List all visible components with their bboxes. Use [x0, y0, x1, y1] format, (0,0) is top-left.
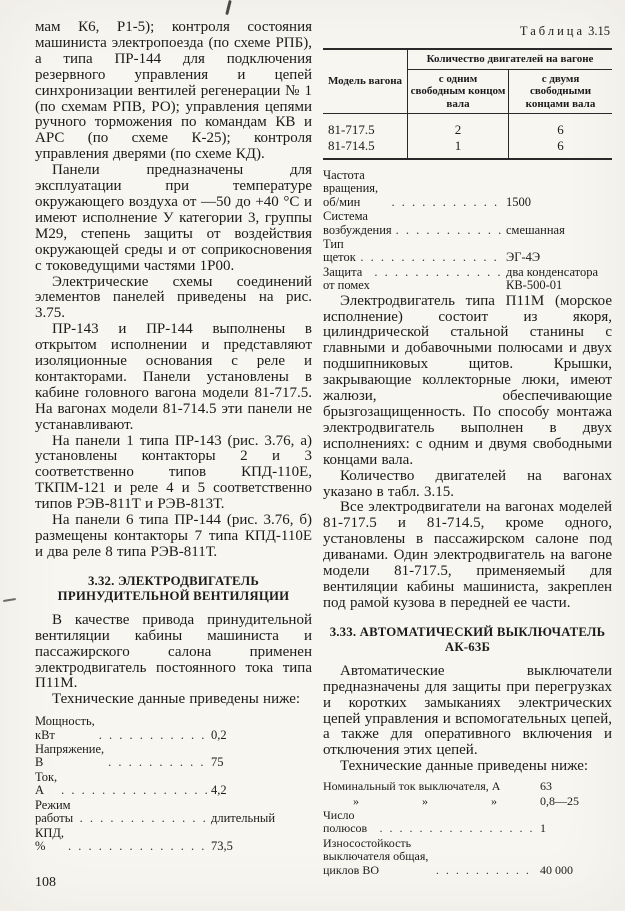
spec-label: Режим работы	[35, 797, 74, 826]
spec-row	[35, 743, 312, 770]
paragraph: Панели предназначены для эксплуатации при температуре окружающего воздуха от —50 до +40 °С и имеют исполнение У категории 3, группы М29, степень защиты от воздействия окружающей среды и от соприкосновения с токоведущими частями 1Р00.	[35, 162, 312, 274]
leader-dots	[80, 812, 207, 825]
section-heading-line: ПРИНУДИТЕЛЬНОЙ ВЕНТИЛЯЦИИ	[57, 588, 290, 603]
leader-dots	[396, 224, 502, 237]
spec-row	[323, 169, 612, 209]
spec-label: Мощность, кВт	[35, 714, 95, 742]
spec-value: 0,8—25	[540, 793, 579, 808]
spec-value: 1500	[506, 194, 531, 209]
cell-two-ends-count: 6	[557, 122, 564, 137]
paragraph: Все электродвигатели на вагонах моделей 81-717.5 и 81-714.5, кроме одного, установлены в пассажирском салоне под диванами. Один электродвигатель на вагоне модели 81-717.5, применяемый для вентиляции кабины машиниста, закреплен под рамой кузова в передней ее части.	[323, 499, 612, 611]
leader-dots	[99, 729, 207, 742]
paragraph: На панели 1 типа ПР-143 (рис. 3.76, а) установлены контакторы 2 и 3 соответственно типов КПД-110Е, ТКПМ-121 и реле 4 и 5 соответственно типов РЭВ-811Т и РЭВ-813Т.	[35, 432, 312, 513]
paragraph: Технические данные приведены ниже:	[52, 691, 301, 708]
paragraph: мам К6, Р1-5); контроля состояния машиниста электропоезда (по схеме РПБ), а типа ПР-144 для подключения резервного управления и цепей синхронизации вентилей регенерации № 1 (по схемам РПВ, РО); управления цепями ручного торможения по командам КВ и АРС (по схеме К-25); контроля управления дверями (по схеме КД).	[35, 19, 312, 163]
table-caption-word: Таблица	[519, 24, 585, 38]
section-heading-3-33	[323, 625, 612, 655]
spec-label: Износостойкость выключателя общая, циклов ВО	[323, 835, 429, 877]
section-heading-line: АК-63Б	[444, 639, 491, 654]
spec-value: 1	[540, 821, 546, 836]
motors-per-car-table	[323, 48, 612, 160]
paragraph: Количество двигателей на вагонах указано в табл. 3.15.	[323, 467, 612, 500]
section-heading-line: 3.33. АВТОМАТИЧЕСКИЙ ВЫКЛЮЧАТЕЛЬ	[329, 624, 606, 639]
section-heading-line: 3.32. ЭЛЕКТРОДВИГАТЕЛЬ	[87, 573, 260, 588]
cell-model: 81-714.5	[323, 138, 408, 159]
left-column	[35, 20, 312, 854]
spec-label: Защита от помех	[323, 264, 370, 293]
spec-value: 73,5	[211, 838, 233, 853]
spec-value: длительный	[211, 811, 276, 826]
spec-row	[323, 238, 612, 265]
fan-motor-spec-list	[35, 715, 312, 853]
paragraph: На панели 6 типа ПР-144 (рис. 3.76, б) размещены контакторы 7 типа КПД-110Е и два реле 8 типа РЭВ-811Т.	[35, 512, 312, 560]
leader-dots	[360, 251, 502, 264]
table-subheader-one-free-end: с одним свободным концом вала	[408, 69, 509, 114]
spec-value: 63	[540, 779, 552, 794]
table-subheader-two-free-ends: с двумя свободными концами вала	[509, 69, 613, 114]
spec-label: Ток, А	[35, 769, 58, 798]
paragraph: Технические данные приведены ниже:	[340, 758, 589, 775]
leader-dots	[379, 822, 536, 835]
spec-row	[323, 210, 612, 237]
leader-dots	[68, 840, 207, 853]
leader-dots	[374, 266, 502, 279]
table-row	[323, 138, 612, 159]
spec-label: Напряжение, В	[35, 742, 105, 770]
table-header-group: Количество двигателей на вагоне	[408, 49, 613, 69]
ditto-marks: » » »	[353, 793, 497, 808]
paragraph: Автоматические выключатели предназначены для защиты при перегрузках и коротких замыканиях электрических цепей управления и вспомогательных цепей, а также для оперативного включения и отключения этих цепей.	[323, 662, 612, 759]
spec-row	[35, 827, 312, 854]
cell-two-ends-count: 6	[557, 138, 564, 153]
breaker-spec-list	[323, 780, 612, 877]
motor-spec-list	[323, 169, 612, 293]
spec-label: Частота вращения, об/мин	[323, 168, 379, 209]
cell-one-end-count: 1	[408, 138, 509, 159]
spec-label: Номинальный ток выключателя, А	[323, 779, 501, 794]
leader-dots	[391, 196, 502, 209]
paragraph: Электродвигатель типа П11М (морское исполнение) состоит из якоря, цилиндрической стальной станины с главными и добавочными полюсами и двух подшипниковых щитов. Крышки, закрывающие коллекторные люки, имеют жалюзи, обеспечивающие брызгозащищенность. По способу монтажа электродвигатель выполнен в двух исполнениях: с одним и двумя свободными концами вала.	[323, 292, 612, 468]
spec-label: Тип щеток	[323, 237, 356, 265]
table-caption	[323, 24, 610, 39]
cell-model: 81-717.5	[323, 114, 408, 139]
section-heading-3-32	[35, 574, 312, 604]
spec-value: 0,2	[211, 727, 227, 742]
leader-dots	[108, 756, 207, 769]
spec-row	[323, 795, 612, 808]
spec-label: Число полюсов	[323, 807, 368, 836]
spec-row	[35, 771, 312, 798]
spec-row	[323, 266, 612, 293]
cell-one-end-count: 2	[408, 114, 509, 139]
spec-label: КПД, %	[35, 825, 65, 853]
spec-value: 40 000	[540, 862, 573, 877]
spec-value: 75	[211, 755, 224, 770]
leader-dots	[61, 784, 207, 797]
spec-row	[323, 780, 612, 793]
table-header-row	[323, 49, 612, 69]
paragraph: ПР-143 и ПР-144 выполнены в открытом исполнении и представляют изоляционные основания с реле и контакторами. Панели установлены в кабине головного вагона модели 81-717.5. На вагонах модели 81-714.5 эти панели не устанавливают.	[35, 321, 312, 433]
table-header-model: Модель вагона	[323, 49, 408, 114]
leader-dots	[436, 864, 536, 877]
table-caption-number: 3.15	[588, 24, 610, 38]
spec-row	[323, 809, 612, 836]
table-row	[323, 114, 612, 139]
page-number: 108	[35, 875, 56, 890]
spec-value: смешанная	[506, 222, 565, 237]
spec-row	[35, 715, 312, 742]
spec-value: 4,2	[211, 783, 227, 798]
spec-row	[35, 799, 312, 826]
spec-value: два конденсатора КВ-500-01	[506, 264, 599, 293]
spec-row	[323, 837, 612, 877]
margin-mark-artifact	[3, 598, 16, 602]
paragraph: Электрические схемы соединений элементов панелей приведены на рис. 3.75.	[35, 273, 312, 322]
spec-value: ЭГ-4Э	[506, 250, 541, 265]
paragraph: В качестве привода принудительной вентиляции кабины машиниста и пассажирского салона применен электродвигатель постоянного тока типа П11М.	[35, 611, 312, 692]
right-column	[323, 22, 612, 878]
spec-label: Система возбуждения	[323, 209, 392, 237]
pen-mark-artifact	[225, 0, 232, 15]
